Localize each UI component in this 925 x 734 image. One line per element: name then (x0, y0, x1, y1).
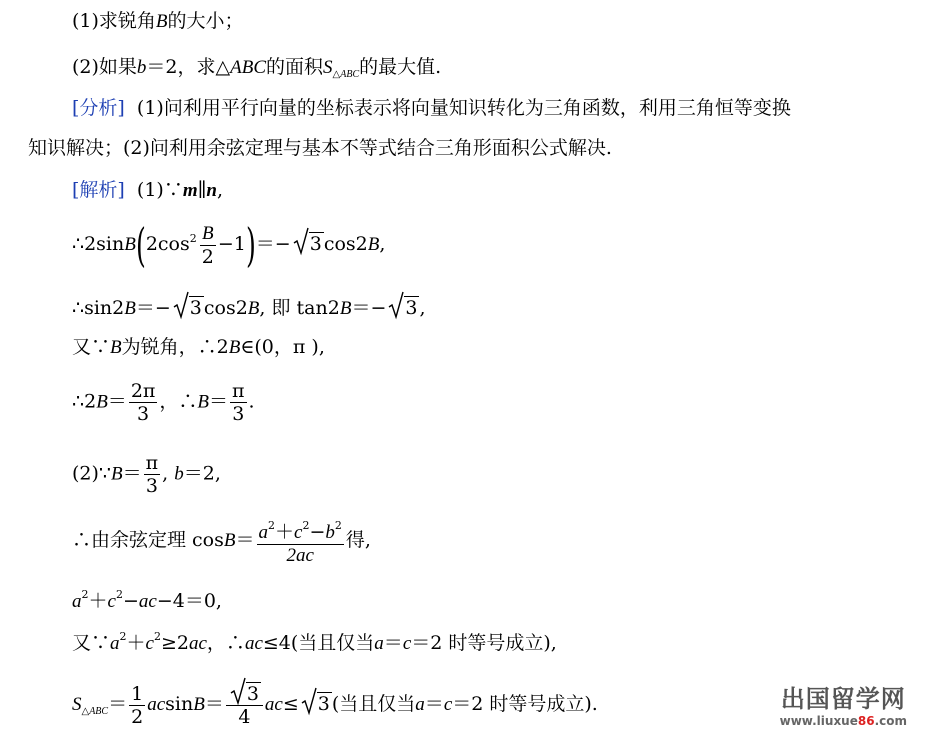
solution-step-9: 又$\because a^2+c^2\ge 2ac$，∴ac≤4(当且仅当a＝c＝2 时等号成立), (72, 630, 557, 654)
sqrt: 3 (293, 232, 324, 255)
analysis-line-1: [分析] (1)问利用平行向量的坐标表示将向量知识转化为三角函数，利用三角恒等变换 (72, 97, 791, 119)
fraction: $\frac{B}{2}$ (201, 222, 214, 268)
analysis-line-2: 知识解决；(2)问利用余弦定理与基本不等式结合三角形面积公式解决. (28, 137, 612, 159)
question-1: (1)求锐角B的大小； (72, 10, 244, 32)
solution-step-8: $a^2+c^2-ac-4=0$, (72, 588, 222, 612)
fraction: $\frac{1}{2}$ (131, 682, 144, 728)
fraction: $\frac{a^2+c^2-b^2}{2ac}$ (257, 515, 344, 567)
fraction: $\frac{2\pi}{3}$ (130, 380, 156, 425)
solution-step-3: ∴sin2B＝− 3 cos2B, 即 tan2B＝− 3 , (72, 296, 426, 319)
sqrt: 3 (230, 682, 261, 705)
brand-name: 出国留学网 (780, 685, 906, 713)
solution-line-1: [解析] (1)∵m∥n, (72, 179, 224, 201)
fraction: $\frac{\pi}{3}$ (232, 380, 245, 425)
brand-url: www.liuxue86.com (779, 714, 907, 728)
solution-step-10: $S_{\triangle ABC}=$ $\frac{1}{2}$ acsinB＝ $\frac{3}{4}$ ac≤ 3 (当且仅当a＝c＝2 时等号成立). (72, 682, 598, 728)
question-2: (2)如果b＝2，求△ABC的面积$S_{\triangle ABC}$的最大值. (72, 56, 442, 80)
solution-step-2: $\therefore 2\sin B(2\cos^2$ $\frac{B}{2}$ −1)＝− 3 cos2B, (72, 218, 386, 272)
fraction: $\frac{\pi}{3}$ (145, 452, 159, 497)
site-watermark (780, 679, 907, 728)
solution-step-4: 又∵B为锐角，∴2B∈(0，π ), (72, 336, 325, 358)
analysis-tag: [分析] (72, 97, 125, 119)
solution-tag: [解析] (72, 179, 125, 201)
sqrt: 3 (388, 296, 419, 319)
fraction: $\frac{3}{4}$ (226, 682, 263, 728)
solution-step-6: (2)∵B＝ $\frac{\pi}{3}$ , b＝2, (72, 452, 221, 497)
solution-step-5: ∴2B＝ $\frac{2\pi}{3}$ ，∴B＝ $\frac{\pi}{3}$ . (72, 380, 255, 425)
sqrt: 3 (301, 692, 332, 715)
solution-step-7: ∴由余弦定理 cosB＝ $\frac{a^2+c^2-b^2}{2ac}$ 得, (72, 515, 371, 567)
sqrt: 3 (173, 296, 204, 319)
